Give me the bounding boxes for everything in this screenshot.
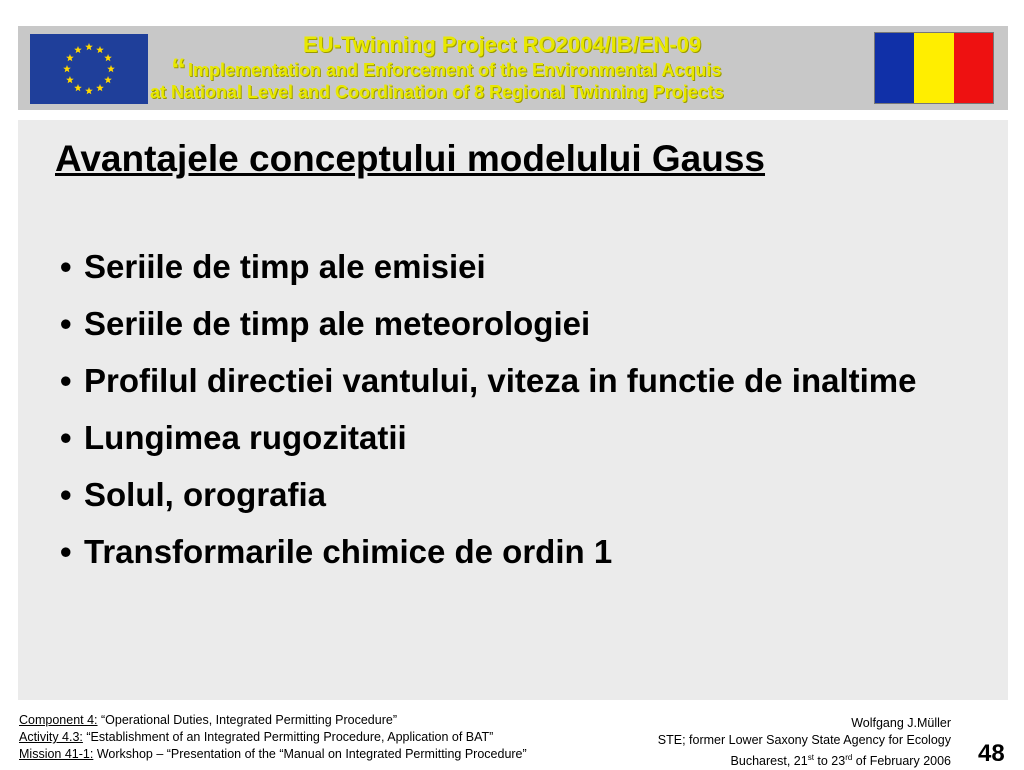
eu-star-icon xyxy=(107,65,115,72)
bullet-dot: • xyxy=(60,305,72,342)
footer-author: Wolfgang J.Müller xyxy=(851,716,951,730)
footer-component-text: “Operational Duties, Integrated Permitting Procedure” xyxy=(97,713,397,727)
eu-star-icon xyxy=(96,46,104,53)
footer-author-info xyxy=(658,715,951,770)
romania-flag-stripe xyxy=(875,33,914,103)
footer-activity-line xyxy=(19,729,527,746)
slide-title: Avantajele conceptului modelului Gauss xyxy=(55,138,766,179)
footer-project-info xyxy=(19,712,527,763)
footer-date-part: Bucharest, 21 xyxy=(730,754,808,769)
footer-agency: STE; former Lower Saxony State Agency for Ecology xyxy=(657,733,951,747)
bullet-item xyxy=(60,352,960,409)
eu-star-icon xyxy=(104,54,112,61)
bullet-item xyxy=(60,409,960,466)
bullet-item xyxy=(60,466,960,523)
eu-star-icon xyxy=(74,84,82,91)
eu-star-icon xyxy=(63,65,71,72)
bullet-dot: • xyxy=(60,533,72,570)
eu-star-icon xyxy=(104,76,112,83)
bullet-item xyxy=(60,238,960,295)
bullet-dot: • xyxy=(60,248,72,285)
footer-mission-label: Mission 41-1: xyxy=(19,747,94,761)
footer-component-label: Component 4: xyxy=(19,713,98,727)
footer-mission-line xyxy=(19,746,527,763)
header-project-title xyxy=(171,53,722,86)
footer-date xyxy=(658,749,951,770)
bullet-text: Seriile de timp ale meteorologiei xyxy=(84,305,591,342)
romania-flag-stripe xyxy=(914,33,953,103)
eu-star-icon xyxy=(85,87,93,94)
header-project-code: EU-Twinning Project RO2004/IB/EN-09 xyxy=(303,32,702,57)
bullet-list xyxy=(60,238,960,580)
bullet-dot: • xyxy=(60,476,72,513)
bullet-item xyxy=(60,295,960,352)
footer-date-part: to 23 xyxy=(813,754,846,769)
header-project-subtitle: at National Level and Coordination of 8 Regional Twinning Projects xyxy=(150,82,724,102)
bullet-dot: • xyxy=(60,362,72,399)
romania-flag-stripe xyxy=(954,33,993,103)
eu-star-icon xyxy=(85,43,93,50)
bullet-text: Profilul directiei vantului, viteza in functie de inaltime xyxy=(84,362,917,399)
eu-flag-icon xyxy=(30,34,148,104)
slide-footer xyxy=(0,706,1024,768)
footer-component-line xyxy=(19,712,527,729)
eu-star-icon xyxy=(96,84,104,91)
project-header-band xyxy=(18,26,1008,110)
romania-flag-icon xyxy=(874,32,994,104)
footer-activity-label: Activity 4.3: xyxy=(19,730,83,744)
header-project-title-text: Implementation and Enforcement of the Environmental Acquis xyxy=(188,60,722,80)
page-number: 48 xyxy=(978,740,1005,767)
bullet-text: Seriile de timp ale emisiei xyxy=(84,248,486,285)
eu-star-icon xyxy=(66,76,74,83)
footer-date-sup: rd xyxy=(845,753,853,762)
footer-mission-text: Workshop – “Presentation of the “Manual on Integrated Permitting Procedure” xyxy=(93,747,527,761)
footer-date-sup: st xyxy=(807,753,814,762)
header-open-quote: “ xyxy=(171,53,186,86)
bullet-dot: • xyxy=(60,419,72,456)
eu-star-icon xyxy=(66,54,74,61)
bullet-text: Solul, orografia xyxy=(84,476,327,513)
bullet-item xyxy=(60,523,960,580)
eu-star-icon xyxy=(74,46,82,53)
bullet-text: Lungimea rugozitatii xyxy=(84,419,407,456)
footer-date-part: of February 2006 xyxy=(852,754,951,769)
slide-content-panel xyxy=(18,120,1008,700)
bullet-text: Transformarile chimice de ordin 1 xyxy=(84,533,613,570)
footer-activity-text: “Establishment of an Integrated Permitting Procedure, Application of BAT” xyxy=(82,730,494,744)
